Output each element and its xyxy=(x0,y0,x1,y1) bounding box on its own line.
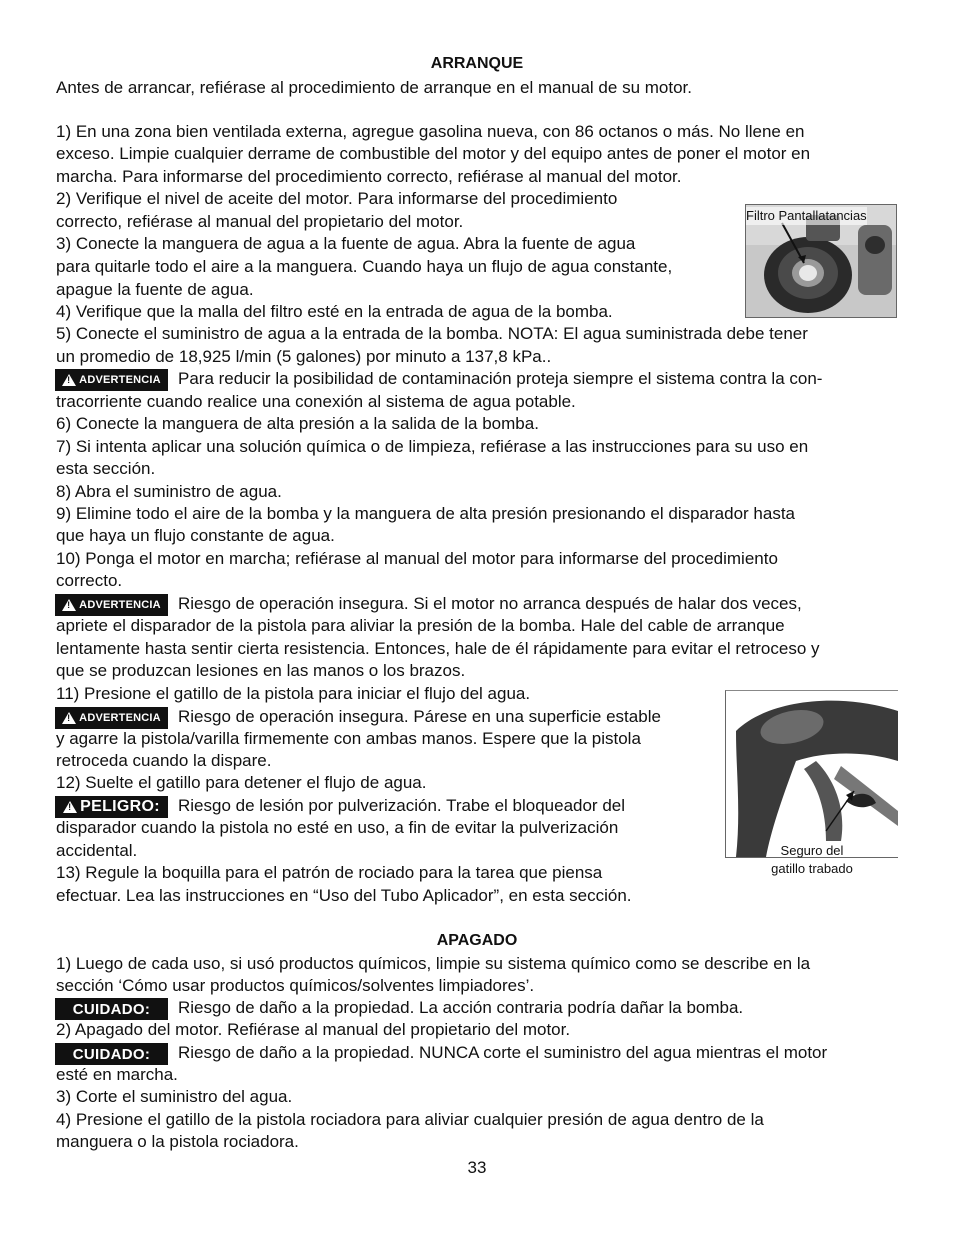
text-line: 3) Conecte la manguera de agua a la fuente de agua. Abra la fuente de agua xyxy=(56,234,636,253)
text-line: 7) Si intenta aplicar una solución química o de limpieza, refiérase a las instrucciones para su uso en xyxy=(56,437,809,456)
warning-triangle-icon xyxy=(62,374,76,386)
text-line: 3) Corte el suministro del agua. xyxy=(56,1087,293,1106)
warning-triangle-icon xyxy=(62,599,76,611)
text-line: Riesgo de lesión por pulverización. Trabe el bloqueador del xyxy=(178,796,626,815)
page-number: 33 xyxy=(467,1158,487,1177)
text-line: 2) Verifique el nivel de aceite del motor. Para informarse del procedimiento xyxy=(56,189,618,208)
text-line: y agarre la pistola/varilla firmemente con ambas manos. Espere que la pistola xyxy=(56,729,641,748)
text-line: tracorriente cuando realice una conexión al sistema de agua potable. xyxy=(56,392,576,411)
text-line: un promedio de 18,925 l/min (5 galones) por minuto a 137,8 kPa.. xyxy=(56,347,552,366)
text-line: que se produzcan lesiones en las manos o los brazos. xyxy=(56,661,466,680)
text-line: correcto, refiérase al manual del propietario del motor. xyxy=(56,212,464,231)
warning-triangle-icon xyxy=(62,712,76,724)
trigger-photo xyxy=(725,690,898,858)
text-line: marcha. Para informarse del procedimiento correcto, refiérase al manual del motor. xyxy=(56,167,682,186)
warning-badge xyxy=(55,707,168,729)
text-line: 1) En una zona bien ventilada externa, agregue gasolina nueva, con 86 octanos o más. No llene en xyxy=(56,122,805,141)
text-line: 2) Apagado del motor. Refiérase al manual del propietario del motor. xyxy=(56,1020,571,1039)
danger-triangle-icon xyxy=(63,801,77,813)
text-line: lentamente hasta sentir cierta resistencia. Entonces, hale de él rápidamente para evitar el retroceso y xyxy=(56,639,820,658)
text-line: esta sección. xyxy=(56,459,156,478)
text-line: Riesgo de operación insegura. Párese en una superficie estable xyxy=(178,707,661,726)
text-line: Antes de arrancar, refiérase al procedimiento de arranque en el manual de su motor. xyxy=(56,78,692,97)
text-line: Riesgo de daño a la propiedad. NUNCA corte el suministro del agua mientras el motor xyxy=(178,1043,828,1062)
text-line: 1) Luego de cada uso, si usó productos químicos, limpie su sistema químico como se describe en la xyxy=(56,954,811,973)
warning-badge-label: ADVERTENCIA xyxy=(79,712,161,724)
danger-badge-label: PELIGRO: xyxy=(80,798,160,815)
text-line: retroceda cuando la dispare. xyxy=(56,751,272,770)
text-line: que haya un flujo constante de agua. xyxy=(56,526,335,545)
trigger-caption-line-1: Seguro del xyxy=(780,843,844,858)
warning-badge xyxy=(55,594,168,616)
text-line: manguera o la pistola rociadora. xyxy=(56,1132,299,1151)
text-line: correcto. xyxy=(56,571,123,590)
section-title-arranque: ARRANQUE xyxy=(430,55,524,72)
trigger-photo-graphic xyxy=(726,691,898,857)
text-line: 5) Conecte el suministro de agua a la entrada de la bomba. NOTA: El agua suministrada debe tener xyxy=(56,324,808,343)
warning-badge xyxy=(55,369,168,391)
text-line: disparador cuando la pistola no esté en uso, a fin de evitar la pulverización xyxy=(56,818,619,837)
text-line: apague la fuente de agua. xyxy=(56,280,254,299)
text-line: Riesgo de daño a la propiedad. La acción contraria podría dañar la bomba. xyxy=(178,998,744,1017)
danger-badge xyxy=(55,796,168,818)
text-line: 4) Presione el gatillo de la pistola rociadora para aliviar cualquier presión de agua dentro de la xyxy=(56,1110,764,1129)
text-line: accidental. xyxy=(56,841,138,860)
section-title-apagado: APAGADO xyxy=(436,932,518,949)
text-line: 6) Conecte la manguera de alta presión a la salida de la bomba. xyxy=(56,414,539,433)
text-line: efectuar. Lea las instrucciones en “Uso del Tubo Aplicador”, en esta sección. xyxy=(56,886,632,905)
text-line: exceso. Limpie cualquier derrame de combustible del motor y del equipo antes de poner el motor en xyxy=(56,144,811,163)
text-line: 13) Regule la boquilla para el patrón de rociado para la tarea que piensa xyxy=(56,863,603,882)
caution-badge: CUIDADO: xyxy=(55,998,168,1020)
text-line: 12) Suelte el gatillo para detener el flujo de agua. xyxy=(56,773,427,792)
filter-caption: Filtro Pantallatancias xyxy=(746,208,867,223)
text-line: para quitarle todo el aire a la manguera. Cuando haya un flujo de agua constante, xyxy=(56,257,673,276)
text-line: 11) Presione el gatillo de la pistola para iniciar el flujo del agua. xyxy=(56,684,531,703)
text-line: Para reducir la posibilidad de contaminación proteja siempre el sistema contra la con- xyxy=(178,369,823,388)
caution-badge: CUIDADO: xyxy=(55,1043,168,1065)
text-line: sección ‘Cómo usar productos químicos/solventes limpiadores’. xyxy=(56,976,535,995)
text-line: 9) Elimine todo el aire de la bomba y la manguera de alta presión presionando el disparador hasta xyxy=(56,504,796,523)
text-line: 10) Ponga el motor en marcha; refiérase al manual del motor para informarse del procedimiento xyxy=(56,549,778,568)
text-line: esté en marcha. xyxy=(56,1065,178,1084)
text-line: 4) Verifique que la malla del filtro esté en la entrada de agua de la bomba. xyxy=(56,302,613,321)
text-line: apriete el disparador de la pistola para aliviar la presión de la bomba. Hale del cable de arranque xyxy=(56,616,785,635)
warning-badge-label: ADVERTENCIA xyxy=(79,599,161,611)
text-line: Riesgo de operación insegura. Si el motor no arranca después de halar dos veces, xyxy=(178,594,802,613)
text-line: 8) Abra el suministro de agua. xyxy=(56,482,282,501)
trigger-caption-line-2: gatillo trabado xyxy=(771,861,853,876)
warning-badge-label: ADVERTENCIA xyxy=(79,374,161,386)
